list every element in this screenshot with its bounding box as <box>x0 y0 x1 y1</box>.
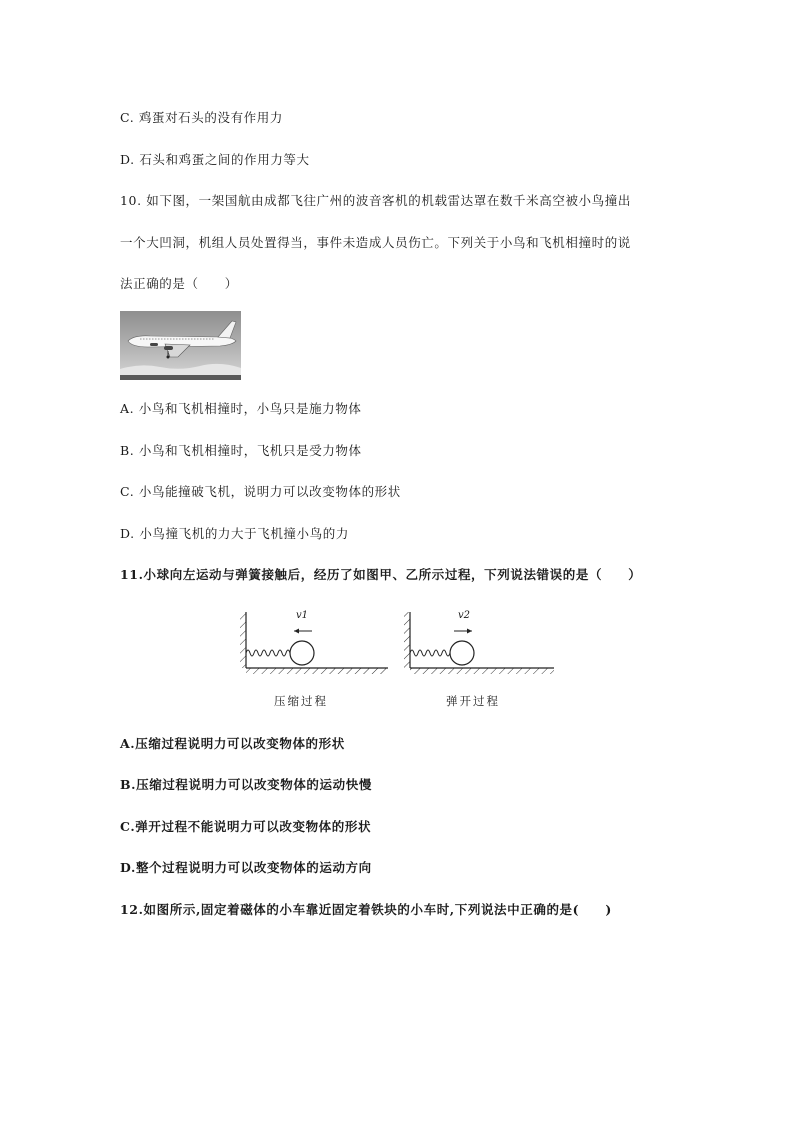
q10-stem-line3: 法正确的是（ ） <box>120 276 238 291</box>
q10-option-d: D. 小鸟撞飞机的力大于飞机撞小鸟的力 <box>120 526 349 541</box>
airplane-icon <box>120 311 241 380</box>
q10-stem-line1: 10. 如下图，一架国航由成都飞往广州的波音客机的机载雷达罩在数千米高空被小鸟撞出 <box>120 193 631 208</box>
airplane-photo <box>120 311 241 380</box>
q11-stem: 11.小球向左运动与弹簧接触后，经历了如图甲、乙所示过程，下列说法错误的是（ ） <box>120 567 642 582</box>
q10-stem-line2: 一个大凹洞，机组人员处置得当，事件未造成人员伤亡。下列关于小鸟和飞机相撞时的说 <box>120 235 631 250</box>
compression-figure <box>240 612 388 674</box>
q11-option-b: B.压缩过程说明力可以改变物体的运动快慢 <box>120 777 372 792</box>
rebound-caption: 弹开过程 <box>446 694 500 708</box>
spring-figure <box>236 606 566 716</box>
q11-option-c: C.弹开过程不能说明力可以改变物体的形状 <box>120 819 372 834</box>
v2-label: v2 <box>458 610 471 621</box>
q10-option-c: C. 小鸟能撞破飞机，说明力可以改变物体的形状 <box>120 484 401 499</box>
q11-option-d: D.整个过程说明力可以改变物体的运动方向 <box>120 860 372 875</box>
q10-option-b: B. 小鸟和飞机相撞时，飞机只是受力物体 <box>120 443 362 458</box>
v1-label: v1 <box>296 610 309 621</box>
q11-option-a: A.压缩过程说明力可以改变物体的形状 <box>120 736 345 751</box>
q12-stem: 12.如图所示,固定着磁体的小车靠近固定着铁块的小车时,下列说法中正确的是( ) <box>120 902 612 917</box>
q9-option-d: D. 石头和鸡蛋之间的作用力等大 <box>120 152 310 167</box>
q10-option-a: A. 小鸟和飞机相撞时，小鸟只是施力物体 <box>120 401 362 416</box>
q9-option-c: C. 鸡蛋对石头的没有作用力 <box>120 110 283 125</box>
spring-ball-diagram <box>236 606 566 686</box>
rebound-figure <box>404 612 554 674</box>
compression-caption: 压缩过程 <box>274 694 328 708</box>
